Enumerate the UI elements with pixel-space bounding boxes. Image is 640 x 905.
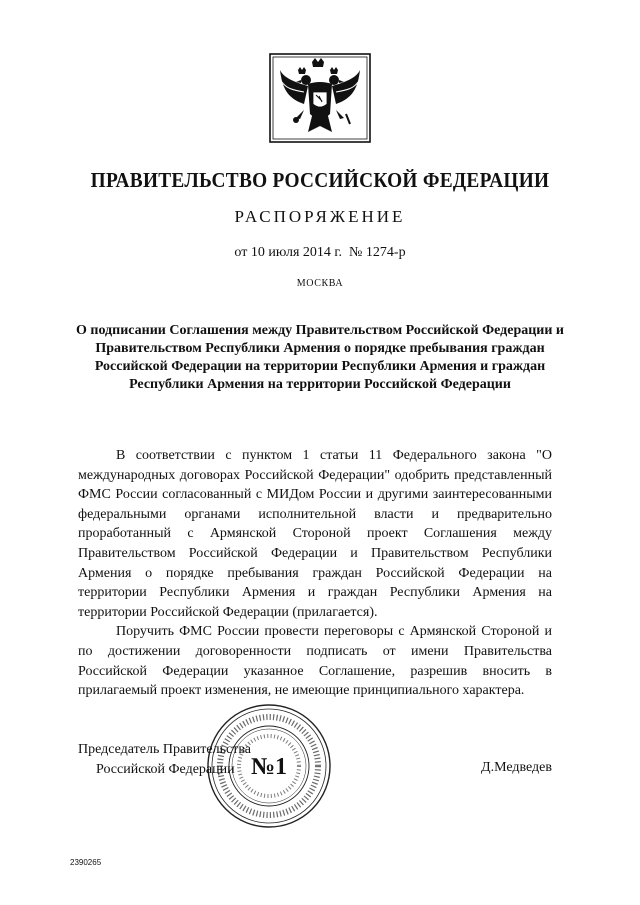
seal-number: №1 (250, 754, 288, 780)
document-type: РАСПОРЯЖЕНИЕ (234, 207, 406, 226)
signatory-position-line: Российской Федерации (96, 762, 235, 777)
russian-coat-of-arms-icon (268, 52, 372, 144)
document-registration-number: 2390265 (70, 858, 102, 867)
signatory-position-line: Председатель Правительства (78, 742, 251, 757)
document-body (78, 446, 552, 701)
document-subject: О подписании Соглашения между Правительством Российской Федерации и Правительством Республики Армения о порядке пребывания граждан Российской Федерации на территории Республики Армения и граждан Республики Армения на территории Российской Федерации (76, 323, 564, 392)
signatory-name: Д.Медведев (481, 760, 552, 775)
signatory-position (78, 740, 251, 780)
document-city: МОСКВА (296, 278, 344, 289)
body-paragraph: В соответствии с пунктом 1 статьи 11 Федерального закона "О международных договорах Российской Федерации" одобрить представленный ФМС России согласованный с МИДом России и другими заинтересованными федеральными органами исполнительной власти и предварительно проработанный с Армянской Стороной проект Соглашения между Правительством Российской Федерации и Правительством Республики Армения о порядке пребывания граждан Российской Федерации на территории Республики Армения и граждан Республики Армения на территории Российской Федерации (прилагается). (78, 448, 552, 620)
document-date-number: от 10 июля 2014 г. № 1274-р (234, 245, 406, 260)
government-title: ПРАВИТЕЛЬСТВО РОССИЙСКОЙ ФЕДЕРАЦИИ (90, 168, 550, 192)
body-paragraph: Поручить ФМС России провести переговоры с Армянской Стороной и по достижении договоренности подписать от имени Правительства Российской Федерации указанное Соглашение, разрешив вносить в прилагаемый проект изменения, не имеющие принципиального характера. (78, 624, 552, 699)
